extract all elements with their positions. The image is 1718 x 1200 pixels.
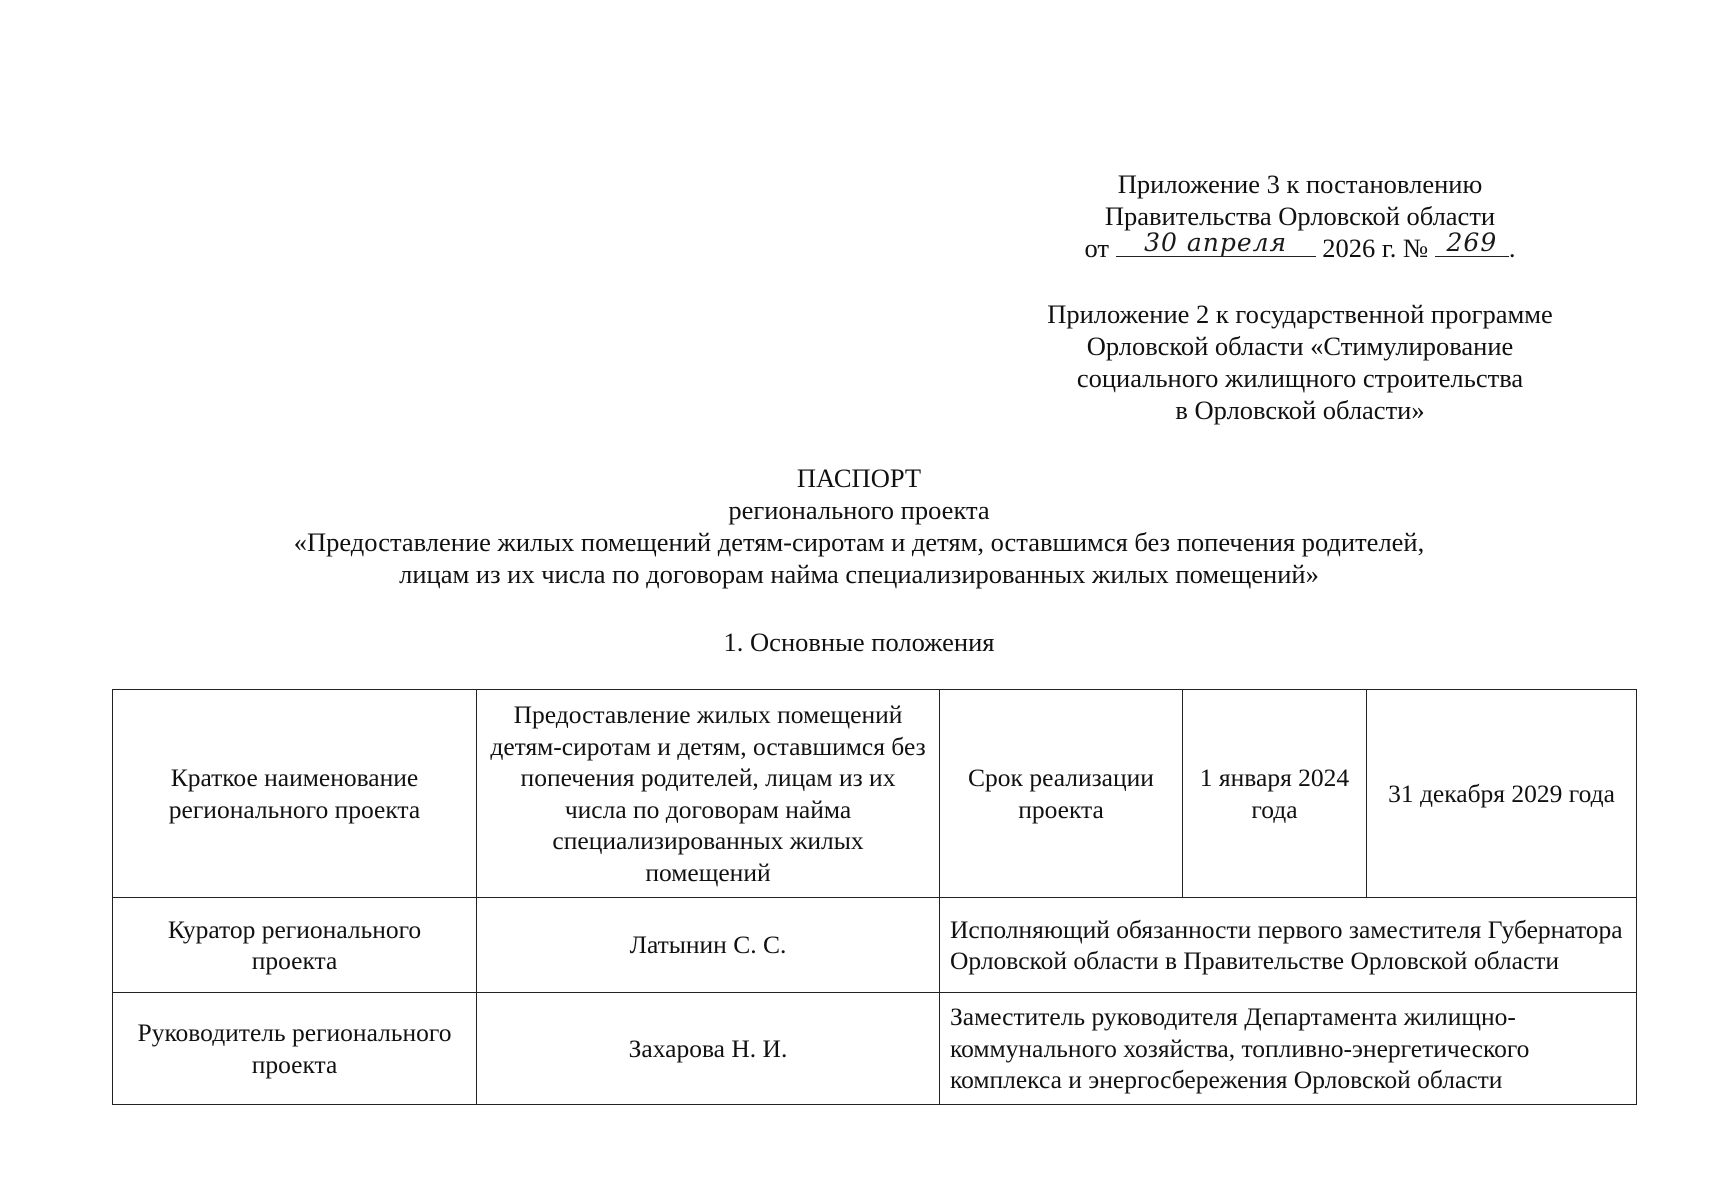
term-end: 31 декабря 2029 года — [1367, 690, 1637, 898]
date-prefix: от — [1084, 233, 1109, 263]
title-project-name-1: «Предоставление жилых помещений детям-сиротам и детям, оставшимся без попечения родителей, — [293, 527, 1425, 557]
head-name: Захарова Н. И. — [477, 993, 940, 1105]
table-row-curator — [113, 898, 1637, 993]
curator-position: Исполняющий обязанности первого заместителя Губернатора Орловской области в Правительстве Орловской области — [940, 898, 1637, 993]
annex-3-line-2: Правительства Орловской области — [1104, 201, 1496, 231]
annex-3-header — [1000, 168, 1600, 264]
title-subtitle: регионального проекта — [728, 495, 990, 525]
curator-label: Куратор регионального проекта — [113, 898, 477, 993]
head-label: Руководитель регионального проекта — [113, 993, 477, 1105]
annex-3-line-1: Приложение 3 к постановлению — [1117, 169, 1483, 199]
term-label: Срок реализации проекта — [940, 690, 1183, 898]
number-blank — [1435, 228, 1509, 257]
curator-name: Латынин С. С. — [477, 898, 940, 993]
date-blank — [1116, 228, 1316, 257]
table-row-head — [113, 993, 1637, 1105]
handwritten-date: 30 апреля — [1144, 228, 1288, 257]
short-name-value: Предоставление жилых помещений детям-сиротам и детям, оставшимся без попечения родителей, лицам из их числа по договорам найма специализированных жилых помещений — [477, 690, 940, 898]
passport-table — [112, 689, 1637, 1105]
annex-2-line-3: социального жилищного строительства — [1076, 363, 1524, 393]
section-heading: 1. Основные положения — [723, 627, 995, 657]
table-row-short-name — [113, 690, 1637, 898]
title-project-name-2: лицам из их числа по договорам найма специализированных жилых помещений» — [399, 559, 1319, 589]
annex-3-date-line: от 30 апреля 2026 г. № 269 . — [1084, 228, 1516, 263]
document-title — [0, 462, 1718, 590]
annex-2-header — [1000, 298, 1600, 426]
year-number-label: 2026 г. № — [1322, 233, 1429, 263]
term-start: 1 января 2024 года — [1183, 690, 1367, 898]
annex-2-line-4: в Орловской области» — [1175, 395, 1425, 425]
annex-2-line-2: Орловской области «Стимулирование — [1086, 331, 1514, 361]
handwritten-number: 269 — [1446, 228, 1498, 257]
annex-2-line-1: Приложение 2 к государственной программе — [1047, 299, 1553, 329]
short-name-label: Краткое наименование регионального проекта — [113, 690, 477, 898]
head-position: Заместитель руководителя Департамента жилищно-коммунального хозяйства, топливно-энергетического комплекса и энергосбережения Орловской области — [940, 993, 1637, 1105]
title-passport: ПАСПОРТ — [796, 463, 922, 493]
